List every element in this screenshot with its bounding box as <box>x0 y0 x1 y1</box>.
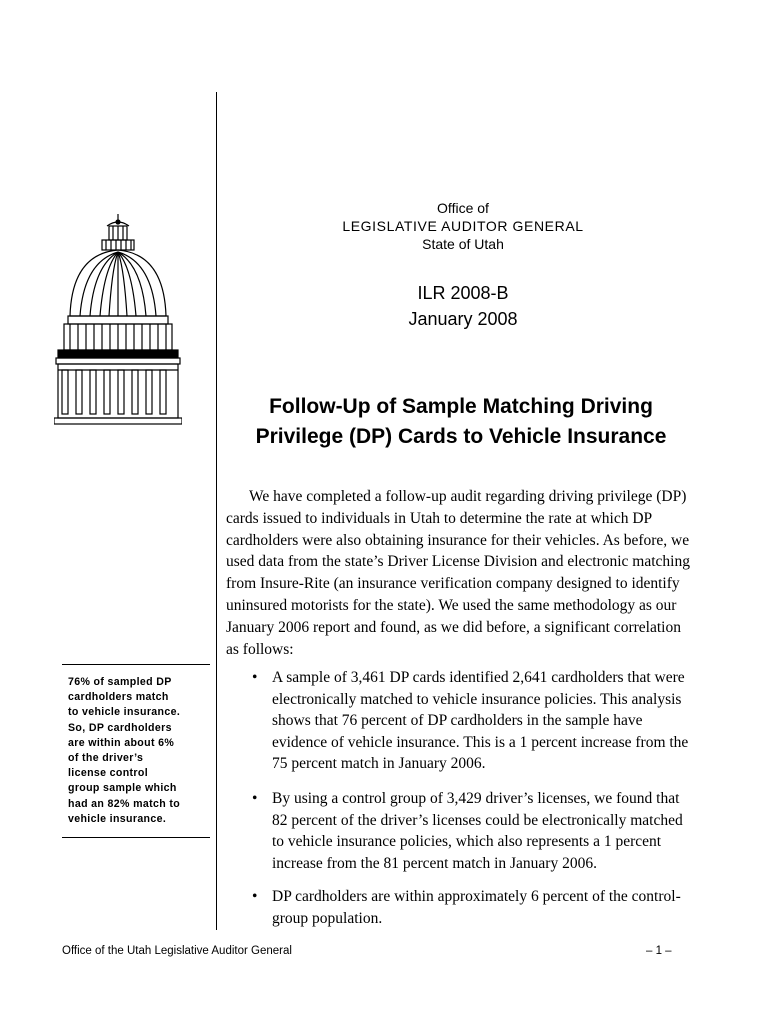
finding-line: electronically matched to vehicle insurance policies. This analysis <box>272 690 682 708</box>
title-line-1: Follow-Up of Sample Matching Driving <box>269 395 653 418</box>
sidebar-line: had an 82% match to <box>68 797 181 810</box>
bullet-marker: • <box>252 669 258 686</box>
page-number: – 1 – <box>646 945 672 957</box>
finding-line: shows that 76 percent of DP cardholders in the sample have <box>272 712 643 729</box>
report-number: ILR 2008-B <box>417 283 509 303</box>
sidebar-line: cardholders match <box>68 691 169 704</box>
finding-line: to vehicle insurance policies, which also represents a 1 percent <box>272 833 662 850</box>
intro-line: as follows: <box>226 640 294 658</box>
intro-line: January 2006 report and found, as we did before, a significant correlation <box>226 618 681 636</box>
vertical-divider <box>216 92 217 930</box>
intro-line: We have completed a follow-up audit regarding driving privilege (DP) <box>249 488 687 505</box>
sidebar-line: 76% of sampled DP <box>68 676 172 688</box>
bullet-marker: • <box>252 888 258 905</box>
report-date: January 2008 <box>408 309 518 329</box>
sidebar-line: vehicle insurance. <box>68 812 167 825</box>
intro-line: cards issued to individuals in Utah to determine the rate at which DP <box>226 509 653 527</box>
report-title <box>226 392 696 452</box>
sidebar-line: license control <box>68 767 149 780</box>
sidebar-line: to vehicle insurance. <box>68 706 181 719</box>
sidebar-summary <box>62 664 210 838</box>
finding-line: evidence of vehicle insurance. This is a 1 percent increase from the <box>272 733 689 751</box>
sidebar-line: are within about 6% <box>68 736 175 749</box>
title-line-2: Privilege (DP) Cards to Vehicle Insurance <box>255 425 667 448</box>
finding-line: increase from the 81 percent match in January 2006. <box>272 854 597 872</box>
capitol-dome-icon <box>54 212 182 426</box>
finding-line: 82 percent of the driver’s licenses could be electronically matched <box>272 811 683 829</box>
intro-paragraph <box>226 486 706 660</box>
intro-line: from Insure-Rite (an insurance verification company designed to identify <box>226 575 680 593</box>
sidebar-line: So, DP cardholders <box>68 721 172 734</box>
state-name: State of Utah <box>422 236 504 252</box>
intro-line: cardholders were also obtaining insurance for their vehicles. As before, we <box>226 531 690 549</box>
finding-line: 75 percent match in January 2006. <box>272 755 486 772</box>
sidebar-line: group sample which <box>68 782 177 795</box>
office-label: Office of <box>437 200 489 216</box>
agency-name: LEGISLATIVE AUDITOR GENERAL <box>342 218 584 234</box>
intro-line: used data from the state’s Driver License Division and electronic matching <box>226 553 690 571</box>
finding-line: A sample of 3,461 DP cards identified 2,641 cardholders that were <box>272 669 685 686</box>
finding-line: group population. <box>272 909 383 927</box>
bullet-marker: • <box>252 790 258 807</box>
finding-line: DP cardholders are within approximately 6 percent of the control- <box>272 888 681 905</box>
footer-office: Office of the Utah Legislative Auditor General <box>62 945 292 957</box>
intro-line: uninsured motorists for the state). We used the same methodology as our <box>226 596 677 614</box>
sidebar-line: of the driver’s <box>68 752 144 765</box>
finding-line: By using a control group of 3,429 driver’s licenses, we found that <box>272 790 680 807</box>
